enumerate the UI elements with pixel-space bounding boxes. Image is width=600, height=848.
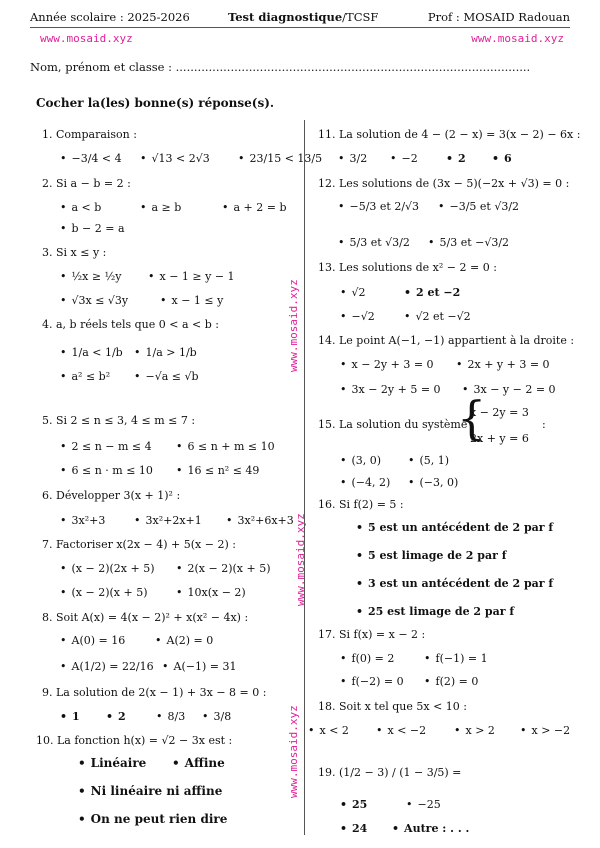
- q13-option-d[interactable]: • √2 et −√2: [404, 310, 471, 323]
- q4-option-d[interactable]: • −√a ≤ √b: [134, 370, 199, 383]
- q18-option-a[interactable]: • x < 2: [308, 724, 349, 737]
- question-10: 10. La fonction h(x) = √2 − 3x est :: [36, 734, 233, 747]
- q4-option-b[interactable]: • 1/a > 1/b: [134, 346, 197, 359]
- q9-option-c[interactable]: • 8/3: [156, 710, 185, 723]
- q10-option-c[interactable]: • Ni linéaire ni affine: [78, 784, 222, 798]
- q13-option-c[interactable]: • −√2: [340, 310, 375, 323]
- q1-option-b[interactable]: • √13 < 2√3: [140, 152, 210, 165]
- q17-option-d[interactable]: • f(2) = 0: [424, 675, 478, 688]
- q18-option-c[interactable]: • x > 2: [454, 724, 495, 737]
- column-divider: [304, 120, 305, 835]
- q6-option-a[interactable]: • 3x²+3: [60, 514, 105, 527]
- q5-option-d[interactable]: • 16 ≤ n² ≤ 49: [176, 464, 259, 477]
- page-header: [30, 10, 570, 26]
- q18-option-d[interactable]: • x > −2: [520, 724, 570, 737]
- q9-option-a[interactable]: • 1: [60, 710, 80, 723]
- q8-option-c[interactable]: • A(1/2) = 22/16: [60, 660, 154, 673]
- question-15: 15. La solution du système: [318, 418, 468, 431]
- question-12: 12. Les solutions de (3x − 5)(−2x + √3) = 0 :: [318, 177, 570, 190]
- system-colon: :: [542, 418, 546, 431]
- q11-option-c[interactable]: • 2: [446, 152, 466, 165]
- q8-option-d[interactable]: • A(−1) = 31: [162, 660, 236, 673]
- question-14: 14. Le point A(−1, −1) appartient à la droite :: [318, 334, 575, 347]
- q10-option-b[interactable]: • Affine: [172, 756, 225, 770]
- website-link-right[interactable]: www.mosaid.xyz: [471, 32, 564, 45]
- q9-option-d[interactable]: • 3/8: [202, 710, 231, 723]
- q6-option-c[interactable]: • 3x²+6x+3: [226, 514, 294, 527]
- system-equation-2: 2x + y = 6: [470, 432, 529, 445]
- q4-option-c[interactable]: • a² ≤ b²: [60, 370, 110, 383]
- header-rule: [30, 27, 570, 28]
- watermark: www.mosaid.xyz: [287, 705, 300, 798]
- q19-option-c[interactable]: • 24: [340, 822, 367, 835]
- q3-option-c[interactable]: • √3x ≤ √3y: [60, 294, 128, 307]
- q18-option-b[interactable]: • x < −2: [376, 724, 426, 737]
- question-8: 8. Soit A(x) = 4(x − 2)² + x(x² − 4x) :: [42, 611, 249, 624]
- system-equation-1: x − 2y = 3: [470, 406, 529, 419]
- q15-option-c[interactable]: • (−4, 2): [340, 476, 390, 489]
- q5-option-b[interactable]: • 6 ≤ n + m ≤ 10: [176, 440, 275, 453]
- instruction: Cocher la(les) bonne(s) réponse(s).: [36, 96, 275, 110]
- q8-option-a[interactable]: • A(0) = 16: [60, 634, 125, 647]
- q15-option-b[interactable]: • (5, 1): [408, 454, 449, 467]
- question-13: 13. Les solutions de x² − 2 = 0 :: [318, 261, 497, 274]
- q7-option-a[interactable]: • (x − 2)(2x + 5): [60, 562, 155, 575]
- q10-option-a[interactable]: • Linéaire: [78, 756, 146, 770]
- q8-option-b[interactable]: • A(2) = 0: [155, 634, 213, 647]
- question-1: 1. Comparaison :: [42, 128, 137, 141]
- q11-option-d[interactable]: • 6: [492, 152, 512, 165]
- question-7: 7. Factoriser x(2x − 4) + 5(x − 2) :: [42, 538, 236, 551]
- website-link-left[interactable]: www.mosaid.xyz: [40, 32, 133, 45]
- q3-option-d[interactable]: • x − 1 ≤ y: [160, 294, 223, 307]
- q15-option-d[interactable]: • (−3, 0): [408, 476, 458, 489]
- q13-option-a[interactable]: • √2: [340, 286, 366, 299]
- question-4: 4. a, b réels tels que 0 < a < b :: [42, 318, 219, 331]
- q2-option-d[interactable]: • b − 2 = a: [60, 222, 125, 235]
- q4-option-a[interactable]: • 1/a < 1/b: [60, 346, 123, 359]
- q1-option-a[interactable]: • −3/4 < 4: [60, 152, 122, 165]
- q7-option-b[interactable]: • 2(x − 2)(x + 5): [176, 562, 271, 575]
- q14-option-c[interactable]: • 3x − 2y + 5 = 0: [340, 383, 441, 396]
- q17-option-c[interactable]: • f(−2) = 0: [340, 675, 404, 688]
- question-9: 9. La solution de 2(x − 1) + 3x − 8 = 0 :: [42, 686, 267, 699]
- q14-option-d[interactable]: • 3x − y − 2 = 0: [462, 383, 556, 396]
- q15-option-a[interactable]: • (3, 0): [340, 454, 381, 467]
- q16-option-a[interactable]: • 5 est un antécédent de 2 par f: [356, 521, 553, 534]
- q7-option-c[interactable]: • (x − 2)(x + 5): [60, 586, 148, 599]
- q12-option-d[interactable]: • 5/3 et −√3/2: [428, 236, 509, 249]
- question-5: 5. Si 2 ≤ n ≤ 3, 4 ≤ m ≤ 7 :: [42, 414, 196, 427]
- prof-name: Prof : MOSAID Radouan: [427, 10, 570, 24]
- q16-option-d[interactable]: • 25 est limage de 2 par f: [356, 605, 514, 618]
- watermark: www.mosaid.xyz: [294, 513, 307, 606]
- q6-option-b[interactable]: • 3x²+2x+1: [134, 514, 202, 527]
- question-16: 16. Si f(2) = 5 :: [318, 498, 404, 511]
- q16-option-c[interactable]: • 3 est un antécédent de 2 par f: [356, 577, 553, 590]
- q3-option-a[interactable]: • ½x ≥ ½y: [60, 270, 121, 283]
- q19-option-a[interactable]: • 25: [340, 798, 367, 811]
- name-field-line[interactable]: Nom, prénom et classe : .................................................................................................: [30, 60, 531, 74]
- question-11: 11. La solution de 4 − (2 − x) = 3(x − 2) − 6x :: [318, 128, 581, 141]
- question-3: 3. Si x ≤ y :: [42, 246, 107, 259]
- q13-option-b[interactable]: • 2 et −2: [404, 286, 460, 299]
- q14-option-b[interactable]: • 2x + y + 3 = 0: [456, 358, 550, 371]
- q2-option-c[interactable]: • a + 2 = b: [222, 201, 287, 214]
- q12-option-a[interactable]: • −5/3 et 2/√3: [338, 200, 419, 213]
- q14-option-a[interactable]: • x − 2y + 3 = 0: [340, 358, 434, 371]
- q9-option-b[interactable]: • 2: [106, 710, 126, 723]
- q2-option-b[interactable]: • a ≥ b: [140, 201, 181, 214]
- q17-option-b[interactable]: • f(−1) = 1: [424, 652, 488, 665]
- question-6: 6. Développer 3(x + 1)² :: [42, 489, 181, 502]
- q3-option-b[interactable]: • x − 1 ≥ y − 1: [148, 270, 235, 283]
- q11-option-b[interactable]: • −2: [390, 152, 418, 165]
- q2-option-a[interactable]: • a < b: [60, 201, 101, 214]
- q5-option-a[interactable]: • 2 ≤ n − m ≤ 4: [60, 440, 152, 453]
- question-2: 2. Si a − b = 2 :: [42, 177, 131, 190]
- watermark: www.mosaid.xyz: [287, 279, 300, 372]
- q12-option-c[interactable]: • 5/3 et √3/2: [338, 236, 410, 249]
- q19-option-d[interactable]: • Autre : . . .: [392, 822, 469, 835]
- q17-option-a[interactable]: • f(0) = 2: [340, 652, 394, 665]
- q1-option-c[interactable]: • 23/15 < 13/5: [238, 152, 322, 165]
- q10-option-d[interactable]: • On ne peut rien dire: [78, 812, 227, 826]
- q12-option-b[interactable]: • −3/5 et √3/2: [438, 200, 519, 213]
- question-17: 17. Si f(x) = x − 2 :: [318, 628, 426, 641]
- system-brace: {: [457, 391, 487, 445]
- test-title: Test diagnostique/TCSF: [228, 10, 379, 24]
- question-18: 18. Soit x tel que 5x < 10 :: [318, 700, 467, 713]
- q19-option-b[interactable]: • −25: [406, 798, 441, 811]
- q7-option-d[interactable]: • 10x(x − 2): [176, 586, 246, 599]
- question-19: 19. (1/2 − 3) / (1 − 3/5) =: [318, 766, 462, 779]
- q11-option-a[interactable]: • 3/2: [338, 152, 367, 165]
- q5-option-c[interactable]: • 6 ≤ n · m ≤ 10: [60, 464, 153, 477]
- school-year: Année scolaire : 2025-2026: [30, 10, 190, 24]
- q16-option-b[interactable]: • 5 est limage de 2 par f: [356, 549, 506, 562]
